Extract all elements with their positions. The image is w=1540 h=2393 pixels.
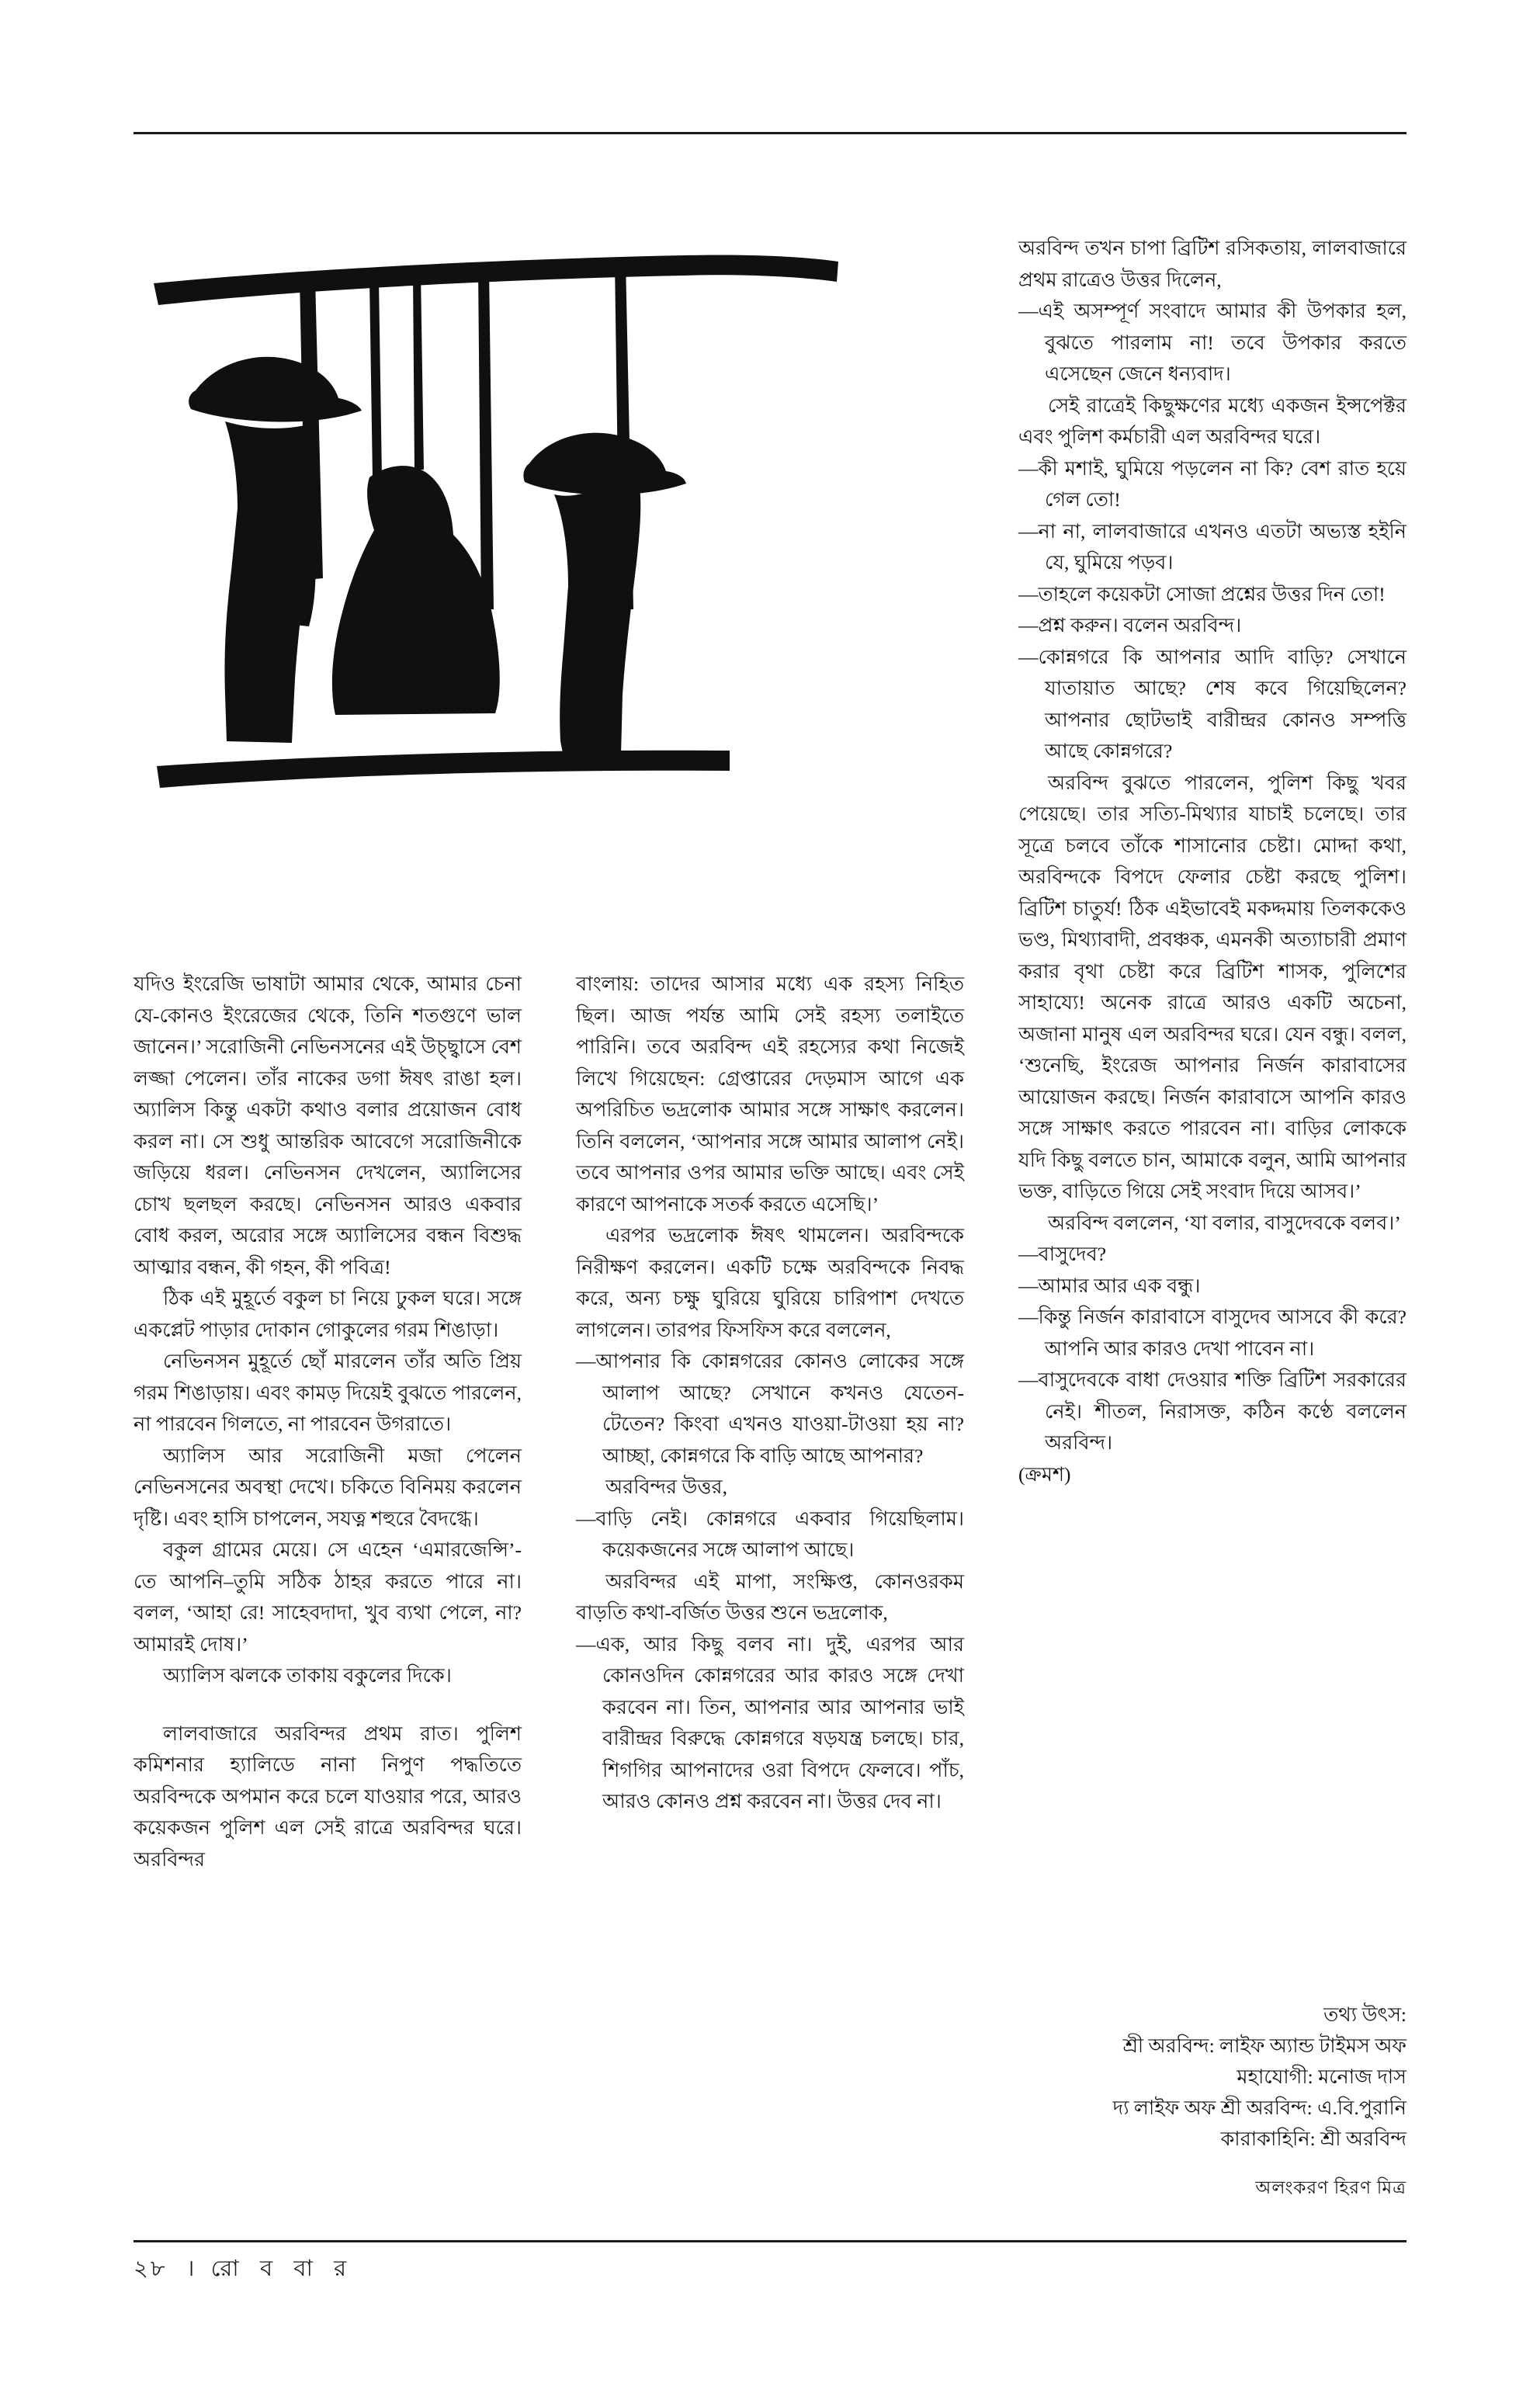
paragraph: অরবিন্দর এই মাপা, সংক্ষিপ্ত, কোনওরকম বাড়তি কথা-বর্জিত উত্তর শুনে ভদ্রলোক, [576, 1569, 964, 1624]
paragraph: অ্যালিস ঝলকে তাকায় বকুলের দিকে। [163, 1664, 452, 1687]
illustration-credit: অলংকরণ হিরণ মিত্র [1255, 2178, 1406, 2197]
paragraph: অরবিন্দর উত্তর, [605, 1476, 727, 1498]
paragraph: এরপর ভদ্রলোক ঈষৎ থামলেন। অরবিন্দকে নিরীক্ষণ করলেন। একটি চক্ষে অরবিন্দকে নিবদ্ধ করে, অন্য চক্ষু ঘুরিয়ে ঘুরিয়ে চারিপাশ দেখতে লাগলেন। তারপর ফিসফিস করে বললেন, [576, 1224, 964, 1341]
paragraph: যদিও ইংরেজি ভাষাটা আমার থেকে, আমার চেনা যে-কোনও ইংরেজের থেকে, তিনি শতগুণে ভাল জানেন।’ সরোজিনী নেভিনসনের এই উচ্ছ্বাসে বেশ লজ্জা পেলেন। তাঁর নাকের ডগা ঈষৎ রাঙা হল। অ্যালিস কিন্তু একটা কথাও বলার প্রয়োজন বোধ করল না। সে শুধু আন্তরিক আবেগে সরোজিনীকে জড়িয়ে ধরল। নেভিনসন দেখলেন, অ্যালিসের চোখ ছলছল করছে। নেভিনসন আরও একবার বোধ করল, অরোর সঙ্গে অ্যালিসের বন্ধন বিশুদ্ধ আত্মার বন্ধন, কী গহন, কী পবিত্র! [134, 973, 522, 1278]
dialogue-line: —কোন্নগরে কি আপনার আদি বাড়ি? সেখানে যাতায়াত আছে? শেষ কবে গিয়েছিলেন? আপনার ছোটভাই বারীন্দ্রর কোনও সম্পত্তি আছে কোন্নগরে? [1018, 645, 1406, 762]
dialogue-line: —না না, লালবাজারে এখনও এতটা অভ্যস্ত হইনি যে, ঘুমিয়ে পড়ব। [1018, 519, 1406, 574]
magazine-name: রো ব বা র [210, 2256, 355, 2281]
text-column-left [134, 969, 522, 1875]
text-column-right [1018, 233, 1406, 1490]
footer-separator: । [186, 2256, 197, 2281]
dialogue-line: —তাহলে কয়েকটা সোজা প্রশ্নের উত্তর দিন তো! [1018, 582, 1386, 605]
dialogue-line: —এক, আর কিছু বলব না। দুই, এরপর আর কোনওদিন কোন্নগরের আর কারও সঙ্গে দেখা করবেন না। তিন, আপনার আর আপনার ভাই বারীন্দ্রর বিরুদ্ধে কোন্নগরে ষড়যন্ত্র চলছে। চার, শিগগির আপনাদের ওরা বিপদে ফেলবে। পাঁচ, আরও কোনও প্রশ্ন করবেন না। উত্তর দেব না। [576, 1632, 964, 1812]
source-heading: তথ্য উৎস: [1323, 2003, 1406, 2026]
top-divider [134, 132, 1406, 134]
text-column-middle [576, 969, 964, 1818]
source-line: মহাযোগী: মনোজ দাস [1237, 2065, 1406, 2088]
paragraph: অরবিন্দ বুঝতে পারলেন, পুলিশ কিছু খবর পেয়েছে। তার সত্যি-মিথ্যার যাচাই চলেছে। তার সূত্রে চলবে তাঁকে শাসানোর চেষ্টা। মোদ্দা কথা, অরবিন্দকে বিপদে ফেলার চেষ্টা করছে পুলিশ। ব্রিটিশ চাতুর্য! ঠিক এইভাবেই মকদ্দমায় তিলককেও ভণ্ড, মিথ্যাবাদী, প্রবঞ্চক, এমনকী অত্যাচারী প্রমাণ করার বৃথা চেষ্টা করে ব্রিটিশ শাসক, পুলিশের সাহায্যে! অনেক রাত্রে আরও একটি অচেনা, অজানা মানুষ এল অরবিন্দর ঘরে। যেন বন্ধু। বলল, ‘শুনেছি, ইংরেজ আপনার নির্জন কারাবাসের আয়োজন করছে। নির্জন কারাবাসে আপনি কারও সঙ্গে সাক্ষাৎ করতে পারবেন না। বাড়ির লোককে যদি কিছু বলতে চান, আমাকে বলুন, আমি আপনার ভক্ত, বাড়িতে গিয়ে সেই সংবাদ দিয়ে আসব।’ [1018, 771, 1406, 1202]
dialogue-line: —আমার আর এক বন্ধু। [1018, 1274, 1201, 1297]
dialogue-line: —কিন্তু নির্জন কারাবাসে বাসুদেব আসবে কী করে? আপনি আর কারও দেখা পাবেন না। [1018, 1306, 1406, 1360]
paragraph: ঠিক এই মুহূর্তে বকুল চা নিয়ে ঢুকল ঘরে। সঙ্গে একপ্লেট পাড়ার দোকান গোকুলের গরম শিঙাড়া। [134, 1287, 522, 1341]
paragraph: অরবিন্দ তখন চাপা ব্রিটিশ রসিকতায়, লালবাজারে প্রথম রাত্রেও উত্তর দিলেন, [1018, 237, 1406, 291]
paragraph: নেভিনসন মুহূর্তে ছোঁ মারলেন তাঁর অতি প্রিয় গরম শিঙাড়ায়। এবং কামড় দিয়েই বুঝতে পারলেন, না পারবেন গিলতে, না পারবেন উগরাতে। [134, 1350, 522, 1435]
dialogue-line: —বাসুদেব? [1018, 1243, 1107, 1265]
paragraph: অরবিন্দ বললেন, ‘যা বলার, বাসুদেবকে বলব।’ [1048, 1211, 1401, 1234]
bottom-divider [134, 2240, 1406, 2242]
dialogue-line: —এই অসম্পূর্ণ সংবাদে আমার কী উপকার হল, বুঝতে পারলাম না! তবে উপকার করতে এসেছেন জেনে ধন্যবাদ। [1018, 300, 1406, 385]
paragraph: লালবাজারে অরবিন্দর প্রথম রাত। পুলিশ কমিশনার হ্যালিডে নানা নিপুণ পদ্ধতিতে অরবিন্দকে অপমান করে চলে যাওয়ার পরে, আরও কয়েকজন পুলিশ এল সেই রাত্রে অরবিন্দর ঘরে। অরবিন্দর [134, 1722, 522, 1871]
dialogue-line: —আপনার কি কোন্নগরের কোনও লোকের সঙ্গে আলাপ আছে? সেখানে কখনও যেতেন-টেতেন? কিংবা এখনও যাওয়া-টাওয়া হয় না? আচ্ছা, কোন্নগরে কি বাড়ি আছে আপনার? [576, 1350, 964, 1467]
source-line: কারাকাহিনি: শ্রী অরবিন্দ [1220, 2128, 1406, 2150]
gallows-illustration [140, 245, 916, 943]
page-footer [134, 2251, 599, 2289]
dialogue-line: —বাসুদেবকে বাধা দেওয়ার শক্তি ব্রিটিশ সরকারের নেই। শীতল, নিরাসক্ত, কঠিন কণ্ঠে বললেন অরবিন্দ। [1018, 1368, 1406, 1454]
dialogue-line: —বাড়ি নেই। কোন্নগরে একবার গিয়েছিলাম। কয়েকজনের সঙ্গে আলাপ আছে। [576, 1507, 964, 1561]
paragraph: অ্যালিস আর সরোজিনী মজা পেলেন নেভিনসনের অবস্থা দেখে। চকিতে বিনিময় করলেন দৃষ্টি। এবং হাসি চাপলেন, সযত্ন শহুরে বৈদগ্ধে। [134, 1444, 522, 1530]
source-block [1018, 1999, 1406, 2155]
page-number: ২৮ [134, 2256, 168, 2281]
paragraph: বকুল গ্রামের মেয়ে। সে এহেন ‘এমারজেন্সি’-তে আপনি–তুমি সঠিক ঠাহর করতে পারে না। বলল, ‘আহা রে! সাহেবদাদা, খুব ব্যথা পেলে, না? আমারই দোষ।’ [134, 1538, 522, 1656]
dialogue-line: —প্রশ্ন করুন। বলেন অরবিন্দ। [1018, 614, 1242, 636]
paragraph: সেই রাত্রেই কিছুক্ষণের মধ্যে একজন ইন্সপেক্টর এবং পুলিশ কর্মচারী এল অরবিন্দর ঘরে। [1018, 394, 1406, 448]
source-line: দ্য লাইফ অফ শ্রী অরবিন্দ: এ.বি.পুরানি [1112, 2096, 1406, 2119]
dialogue-line: —কী মশাই, ঘুমিয়ে পড়লেন না কি? বেশ রাত হয়ে গেল তো! [1018, 456, 1406, 511]
paragraph: বাংলায়: তাদের আসার মধ্যে এক রহস্য নিহিত ছিল। আজ পর্যন্ত আমি সেই রহস্য তলাইতে পারিনি। তবে অরবিন্দ এই রহস্যের কথা নিজেই লিখে গিয়েছেন: গ্রেপ্তারের দেড়মাস আগে এক অপরিচিত ভদ্রলোক আমার সঙ্গে সাক্ষাৎ করলেন। তিনি বললেন, ‘আপনার সঙ্গে আমার আলাপ নেই। তবে আপনার ওপর আমার ভক্তি আছে। এবং সেই কারণে আপনাকে সতর্ক করতে এসেছি।’ [576, 973, 964, 1216]
source-line: শ্রী অরবিন্দ: লাইফ অ্যান্ড টাইমস অফ [1122, 2034, 1406, 2057]
continued-marker: (ক্রমশ) [1018, 1462, 1071, 1486]
